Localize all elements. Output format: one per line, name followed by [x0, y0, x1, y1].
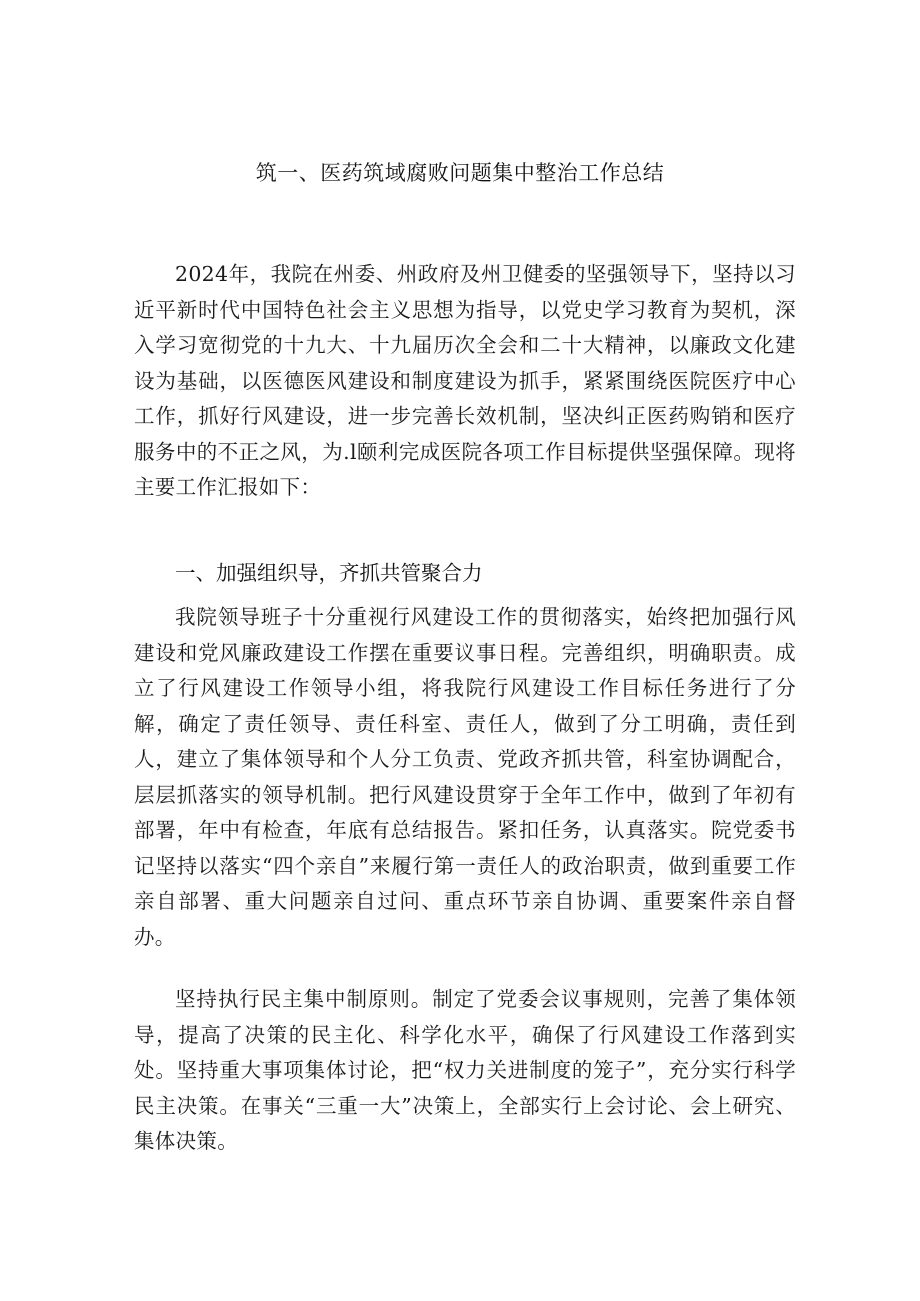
- section-paragraph-1: 我院领导班子十分重视行风建设工作的贯彻落实，始终把加强行风建设和党风廉政建设工作摆在重要议事日程。完善组织，明确职责。成立了行风建设工作领导小组，将我院行风建设工作目标任务进行了分解，确定了责任领导、责任科室、责任人，做到了分工明确，责任到人，建立了集体领导和个人分工负责、党政齐抓共管，科室协调配合，层层抓落实的领导机制。把行风建设贯穿于全年工作中，做到了年初有部署，年中有检查，年底有总结报告。紧扣任务，认真落实。院党委书记坚持以落实“四个亲自”来履行第一责任人的政治职责，做到重要工作亲自部署、重大问题亲自过问、重点环节亲自协调、重要案件亲自督办。: [134, 605, 796, 949]
- section-heading: 一、加强组织导，齐抓共管聚合力: [175, 561, 483, 585]
- section-paragraph-2: 坚持执行民主集中制原则。制定了党委会议事规则，完善了集体领导，提高了决策的民主化、科学化水平，确保了行风建设工作落到实处。坚持重大事项集体讨论，把“权力关进制度的笼子”，充分实行科学民主决策。在事关“三重一大”决策上，全部实行上会讨论、会上研究、集体决策。: [134, 987, 796, 1153]
- intro-paragraph: 2024年，我院在州委、州政府及州卫健委的坚强领导下，坚持以习近平新时代中国特色社会主义思想为指导，以党史学习教育为契机，深入学习宽彻党的十九大、十九届历次全会和二十大精神，以廉政文化建设为基础，以医德医风建设和制度建设为抓手，紧紧围绕医院医疗中心工作，抓好行风建设，进一步完善长效机制，坚决纠正医药购销和医疗服务中的不正之风，为.l颐利完成医院各项工作目标提供坚强保障。现将主要工作汇报如下：: [134, 262, 796, 499]
- document-title: 筑一、医药筑域腐败问题集中整治工作总结: [255, 161, 665, 185]
